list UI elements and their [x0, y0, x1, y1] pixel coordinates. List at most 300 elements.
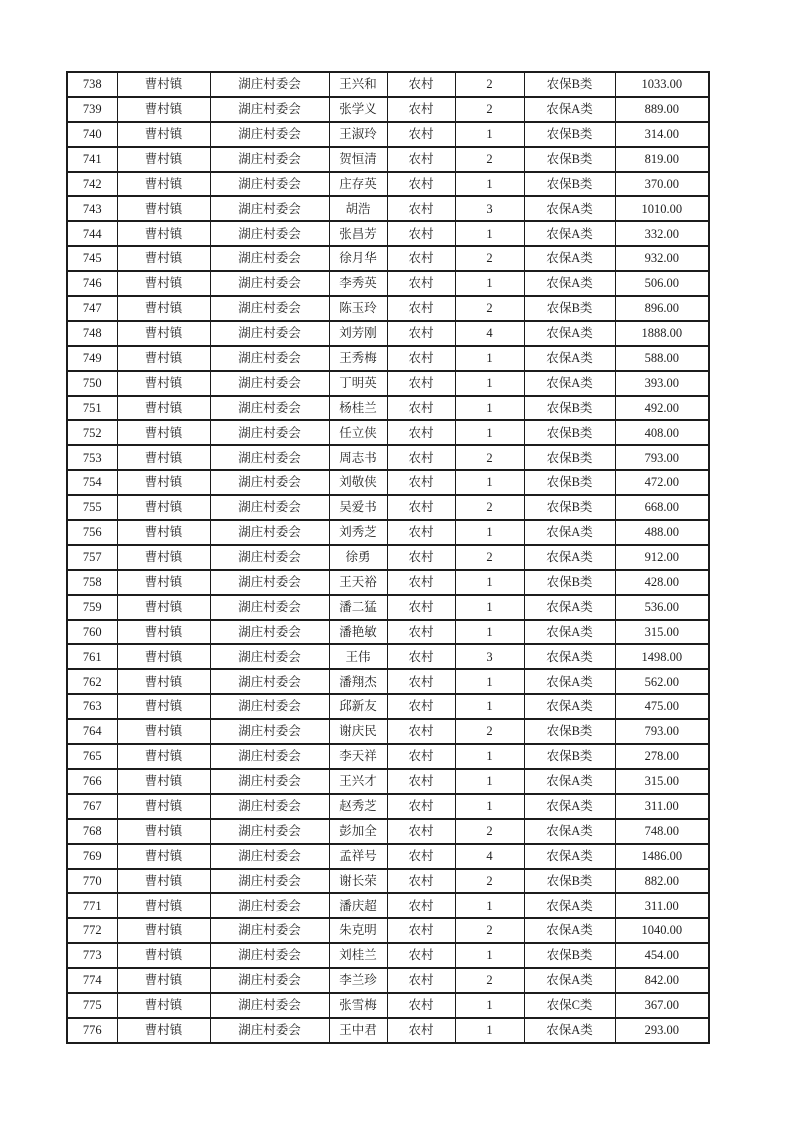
- table-row: [67, 570, 709, 595]
- cell-name: 谢长荣: [329, 869, 387, 894]
- cell-person_count: 1: [455, 694, 524, 719]
- table-row: [67, 495, 709, 520]
- table-row: [67, 794, 709, 819]
- table-row: [67, 420, 709, 445]
- cell-village: 湖庄村委会: [210, 844, 329, 869]
- cell-area_type: 农村: [387, 744, 455, 769]
- cell-village: 湖庄村委会: [210, 396, 329, 421]
- cell-area_type: 农村: [387, 869, 455, 894]
- cell-village: 湖庄村委会: [210, 72, 329, 97]
- cell-amount: 428.00: [615, 570, 709, 595]
- cell-amount: 315.00: [615, 620, 709, 645]
- cell-village: 湖庄村委会: [210, 520, 329, 545]
- cell-name: 潘二猛: [329, 595, 387, 620]
- cell-amount: 492.00: [615, 396, 709, 421]
- cell-village: 湖庄村委会: [210, 943, 329, 968]
- cell-area_type: 农村: [387, 844, 455, 869]
- cell-person_count: 1: [455, 570, 524, 595]
- cell-amount: 1888.00: [615, 321, 709, 346]
- cell-name: 陈玉玲: [329, 296, 387, 321]
- table-row: [67, 196, 709, 221]
- cell-area_type: 农村: [387, 97, 455, 122]
- cell-name: 彭加全: [329, 819, 387, 844]
- cell-seq: 773: [67, 943, 117, 968]
- cell-name: 王秀梅: [329, 346, 387, 371]
- cell-amount: 315.00: [615, 769, 709, 794]
- table-row: [67, 172, 709, 197]
- table-row: [67, 744, 709, 769]
- cell-insurance_category: 农保A类: [524, 1018, 615, 1043]
- cell-name: 李秀英: [329, 271, 387, 296]
- cell-area_type: 农村: [387, 420, 455, 445]
- cell-seq: 739: [67, 97, 117, 122]
- cell-name: 朱克明: [329, 918, 387, 943]
- cell-seq: 745: [67, 246, 117, 271]
- cell-area_type: 农村: [387, 993, 455, 1018]
- cell-amount: 668.00: [615, 495, 709, 520]
- cell-insurance_category: 农保B类: [524, 296, 615, 321]
- cell-town: 曹村镇: [117, 819, 210, 844]
- cell-town: 曹村镇: [117, 993, 210, 1018]
- cell-person_count: 4: [455, 844, 524, 869]
- cell-village: 湖庄村委会: [210, 595, 329, 620]
- cell-village: 湖庄村委会: [210, 769, 329, 794]
- cell-name: 杨桂兰: [329, 396, 387, 421]
- cell-seq: 763: [67, 694, 117, 719]
- cell-town: 曹村镇: [117, 545, 210, 570]
- cell-village: 湖庄村委会: [210, 968, 329, 993]
- cell-seq: 755: [67, 495, 117, 520]
- cell-insurance_category: 农保B类: [524, 495, 615, 520]
- cell-village: 湖庄村委会: [210, 196, 329, 221]
- cell-area_type: 农村: [387, 172, 455, 197]
- cell-name: 贺恒清: [329, 147, 387, 172]
- cell-person_count: 1: [455, 669, 524, 694]
- cell-name: 胡浩: [329, 196, 387, 221]
- cell-town: 曹村镇: [117, 918, 210, 943]
- cell-town: 曹村镇: [117, 794, 210, 819]
- cell-insurance_category: 农保A类: [524, 371, 615, 396]
- cell-seq: 746: [67, 271, 117, 296]
- cell-area_type: 农村: [387, 794, 455, 819]
- cell-area_type: 农村: [387, 396, 455, 421]
- cell-amount: 475.00: [615, 694, 709, 719]
- cell-amount: 506.00: [615, 271, 709, 296]
- cell-village: 湖庄村委会: [210, 819, 329, 844]
- cell-town: 曹村镇: [117, 246, 210, 271]
- cell-town: 曹村镇: [117, 893, 210, 918]
- cell-town: 曹村镇: [117, 346, 210, 371]
- cell-insurance_category: 农保A类: [524, 968, 615, 993]
- cell-village: 湖庄村委会: [210, 346, 329, 371]
- table-row: [67, 595, 709, 620]
- cell-insurance_category: 农保B类: [524, 396, 615, 421]
- cell-area_type: 农村: [387, 943, 455, 968]
- cell-amount: 793.00: [615, 719, 709, 744]
- cell-town: 曹村镇: [117, 420, 210, 445]
- cell-village: 湖庄村委会: [210, 620, 329, 645]
- cell-area_type: 农村: [387, 321, 455, 346]
- cell-seq: 767: [67, 794, 117, 819]
- cell-name: 任立侠: [329, 420, 387, 445]
- cell-seq: 744: [67, 221, 117, 246]
- cell-person_count: 1: [455, 520, 524, 545]
- cell-seq: 752: [67, 420, 117, 445]
- cell-insurance_category: 农保B类: [524, 744, 615, 769]
- cell-amount: 932.00: [615, 246, 709, 271]
- cell-seq: 761: [67, 644, 117, 669]
- table-row: [67, 819, 709, 844]
- table-row: [67, 943, 709, 968]
- cell-town: 曹村镇: [117, 669, 210, 694]
- cell-name: 张昌芳: [329, 221, 387, 246]
- cell-insurance_category: 农保B类: [524, 445, 615, 470]
- table-row: [67, 993, 709, 1018]
- cell-town: 曹村镇: [117, 1018, 210, 1043]
- cell-name: 赵秀芝: [329, 794, 387, 819]
- cell-person_count: 2: [455, 819, 524, 844]
- cell-insurance_category: 农保A类: [524, 844, 615, 869]
- cell-area_type: 农村: [387, 819, 455, 844]
- cell-seq: 757: [67, 545, 117, 570]
- cell-amount: 1040.00: [615, 918, 709, 943]
- cell-amount: 536.00: [615, 595, 709, 620]
- cell-insurance_category: 农保A类: [524, 694, 615, 719]
- cell-village: 湖庄村委会: [210, 794, 329, 819]
- cell-seq: 741: [67, 147, 117, 172]
- cell-village: 湖庄村委会: [210, 495, 329, 520]
- table-row: [67, 869, 709, 894]
- cell-seq: 771: [67, 893, 117, 918]
- cell-amount: 1498.00: [615, 644, 709, 669]
- cell-village: 湖庄村委会: [210, 97, 329, 122]
- cell-seq: 762: [67, 669, 117, 694]
- cell-person_count: 2: [455, 918, 524, 943]
- cell-village: 湖庄村委会: [210, 694, 329, 719]
- cell-insurance_category: 农保B类: [524, 420, 615, 445]
- cell-village: 湖庄村委会: [210, 246, 329, 271]
- cell-person_count: 2: [455, 147, 524, 172]
- cell-insurance_category: 农保A类: [524, 271, 615, 296]
- cell-name: 张学义: [329, 97, 387, 122]
- table-row: [67, 296, 709, 321]
- cell-person_count: 2: [455, 719, 524, 744]
- cell-area_type: 农村: [387, 570, 455, 595]
- cell-town: 曹村镇: [117, 321, 210, 346]
- table-row: [67, 122, 709, 147]
- cell-name: 王天裕: [329, 570, 387, 595]
- cell-town: 曹村镇: [117, 719, 210, 744]
- cell-insurance_category: 农保A类: [524, 918, 615, 943]
- cell-town: 曹村镇: [117, 196, 210, 221]
- cell-seq: 749: [67, 346, 117, 371]
- cell-name: 吴爱书: [329, 495, 387, 520]
- cell-seq: 769: [67, 844, 117, 869]
- cell-village: 湖庄村委会: [210, 221, 329, 246]
- cell-area_type: 农村: [387, 893, 455, 918]
- cell-person_count: 1: [455, 420, 524, 445]
- cell-town: 曹村镇: [117, 520, 210, 545]
- cell-town: 曹村镇: [117, 620, 210, 645]
- cell-seq: 743: [67, 196, 117, 221]
- table-row: [67, 644, 709, 669]
- cell-seq: 776: [67, 1018, 117, 1043]
- table-row: [67, 147, 709, 172]
- cell-town: 曹村镇: [117, 694, 210, 719]
- cell-person_count: 2: [455, 97, 524, 122]
- cell-village: 湖庄村委会: [210, 1018, 329, 1043]
- cell-area_type: 农村: [387, 122, 455, 147]
- cell-person_count: 1: [455, 993, 524, 1018]
- table-row: [67, 694, 709, 719]
- cell-seq: 759: [67, 595, 117, 620]
- cell-amount: 793.00: [615, 445, 709, 470]
- cell-name: 刘芳刚: [329, 321, 387, 346]
- cell-amount: 293.00: [615, 1018, 709, 1043]
- cell-amount: 278.00: [615, 744, 709, 769]
- cell-insurance_category: 农保A类: [524, 669, 615, 694]
- cell-person_count: 1: [455, 595, 524, 620]
- cell-area_type: 农村: [387, 520, 455, 545]
- cell-name: 徐月华: [329, 246, 387, 271]
- cell-town: 曹村镇: [117, 570, 210, 595]
- table-row: [67, 246, 709, 271]
- cell-amount: 1033.00: [615, 72, 709, 97]
- cell-amount: 314.00: [615, 122, 709, 147]
- cell-area_type: 农村: [387, 495, 455, 520]
- cell-town: 曹村镇: [117, 147, 210, 172]
- cell-person_count: 1: [455, 943, 524, 968]
- cell-person_count: 2: [455, 246, 524, 271]
- cell-town: 曹村镇: [117, 122, 210, 147]
- cell-town: 曹村镇: [117, 869, 210, 894]
- cell-person_count: 1: [455, 221, 524, 246]
- cell-area_type: 农村: [387, 644, 455, 669]
- cell-seq: 772: [67, 918, 117, 943]
- cell-village: 湖庄村委会: [210, 644, 329, 669]
- cell-seq: 758: [67, 570, 117, 595]
- cell-town: 曹村镇: [117, 495, 210, 520]
- table-row: [67, 520, 709, 545]
- cell-seq: 756: [67, 520, 117, 545]
- table-row: [67, 470, 709, 495]
- cell-person_count: 2: [455, 296, 524, 321]
- cell-person_count: 1: [455, 794, 524, 819]
- cell-town: 曹村镇: [117, 271, 210, 296]
- table-row: [67, 97, 709, 122]
- cell-name: 丁明英: [329, 371, 387, 396]
- cell-person_count: 1: [455, 371, 524, 396]
- cell-amount: 393.00: [615, 371, 709, 396]
- cell-town: 曹村镇: [117, 595, 210, 620]
- cell-amount: 748.00: [615, 819, 709, 844]
- cell-amount: 408.00: [615, 420, 709, 445]
- cell-name: 刘桂兰: [329, 943, 387, 968]
- cell-amount: 842.00: [615, 968, 709, 993]
- cell-insurance_category: 农保A类: [524, 819, 615, 844]
- cell-area_type: 农村: [387, 620, 455, 645]
- cell-insurance_category: 农保A类: [524, 346, 615, 371]
- cell-seq: 774: [67, 968, 117, 993]
- cell-seq: 770: [67, 869, 117, 894]
- table-row: [67, 620, 709, 645]
- cell-amount: 912.00: [615, 545, 709, 570]
- cell-name: 周志书: [329, 445, 387, 470]
- cell-village: 湖庄村委会: [210, 445, 329, 470]
- table-row: [67, 72, 709, 97]
- cell-seq: 764: [67, 719, 117, 744]
- cell-name: 潘艳敏: [329, 620, 387, 645]
- cell-insurance_category: 农保A类: [524, 545, 615, 570]
- cell-person_count: 1: [455, 172, 524, 197]
- cell-name: 刘秀芝: [329, 520, 387, 545]
- cell-insurance_category: 农保A类: [524, 595, 615, 620]
- cell-name: 王伟: [329, 644, 387, 669]
- cell-village: 湖庄村委会: [210, 470, 329, 495]
- cell-insurance_category: 农保A类: [524, 246, 615, 271]
- table-row: [67, 844, 709, 869]
- cell-town: 曹村镇: [117, 844, 210, 869]
- cell-insurance_category: 农保C类: [524, 993, 615, 1018]
- table-body: [67, 72, 709, 1043]
- cell-insurance_category: 农保B类: [524, 943, 615, 968]
- cell-name: 王兴和: [329, 72, 387, 97]
- cell-insurance_category: 农保A类: [524, 893, 615, 918]
- cell-area_type: 农村: [387, 296, 455, 321]
- cell-name: 李兰珍: [329, 968, 387, 993]
- cell-seq: 766: [67, 769, 117, 794]
- cell-amount: 370.00: [615, 172, 709, 197]
- cell-area_type: 农村: [387, 196, 455, 221]
- table-row: [67, 893, 709, 918]
- cell-name: 庄存英: [329, 172, 387, 197]
- cell-name: 谢庆民: [329, 719, 387, 744]
- cell-insurance_category: 农保A类: [524, 196, 615, 221]
- cell-town: 曹村镇: [117, 396, 210, 421]
- cell-village: 湖庄村委会: [210, 321, 329, 346]
- cell-person_count: 2: [455, 72, 524, 97]
- cell-village: 湖庄村委会: [210, 545, 329, 570]
- cell-person_count: 1: [455, 1018, 524, 1043]
- cell-name: 张雪梅: [329, 993, 387, 1018]
- cell-insurance_category: 农保B类: [524, 470, 615, 495]
- cell-name: 李天祥: [329, 744, 387, 769]
- cell-insurance_category: 农保B类: [524, 147, 615, 172]
- cell-town: 曹村镇: [117, 296, 210, 321]
- cell-seq: 760: [67, 620, 117, 645]
- cell-name: 潘翔杰: [329, 669, 387, 694]
- cell-name: 邱新友: [329, 694, 387, 719]
- cell-area_type: 农村: [387, 221, 455, 246]
- cell-person_count: 1: [455, 271, 524, 296]
- cell-village: 湖庄村委会: [210, 271, 329, 296]
- cell-name: 王淑玲: [329, 122, 387, 147]
- cell-village: 湖庄村委会: [210, 122, 329, 147]
- table-row: [67, 669, 709, 694]
- cell-town: 曹村镇: [117, 221, 210, 246]
- cell-seq: 748: [67, 321, 117, 346]
- cell-seq: 742: [67, 172, 117, 197]
- cell-seq: 740: [67, 122, 117, 147]
- table-row: [67, 968, 709, 993]
- cell-insurance_category: 农保B类: [524, 172, 615, 197]
- cell-insurance_category: 农保B类: [524, 570, 615, 595]
- cell-name: 王中君: [329, 1018, 387, 1043]
- cell-area_type: 农村: [387, 545, 455, 570]
- cell-insurance_category: 农保A类: [524, 520, 615, 545]
- cell-amount: 454.00: [615, 943, 709, 968]
- table-row: [67, 769, 709, 794]
- cell-amount: 332.00: [615, 221, 709, 246]
- cell-village: 湖庄村委会: [210, 147, 329, 172]
- cell-village: 湖庄村委会: [210, 744, 329, 769]
- cell-seq: 747: [67, 296, 117, 321]
- cell-village: 湖庄村委会: [210, 893, 329, 918]
- cell-area_type: 农村: [387, 719, 455, 744]
- cell-village: 湖庄村委会: [210, 869, 329, 894]
- cell-village: 湖庄村委会: [210, 570, 329, 595]
- table-row: [67, 221, 709, 246]
- cell-seq: 775: [67, 993, 117, 1018]
- cell-person_count: 1: [455, 122, 524, 147]
- table-row: [67, 918, 709, 943]
- cell-person_count: 1: [455, 396, 524, 421]
- cell-person_count: 1: [455, 769, 524, 794]
- cell-name: 徐勇: [329, 545, 387, 570]
- cell-area_type: 农村: [387, 669, 455, 694]
- cell-town: 曹村镇: [117, 72, 210, 97]
- cell-person_count: 4: [455, 321, 524, 346]
- cell-amount: 488.00: [615, 520, 709, 545]
- cell-insurance_category: 农保A类: [524, 321, 615, 346]
- cell-amount: 588.00: [615, 346, 709, 371]
- cell-town: 曹村镇: [117, 172, 210, 197]
- cell-town: 曹村镇: [117, 445, 210, 470]
- cell-seq: 754: [67, 470, 117, 495]
- table-row: [67, 545, 709, 570]
- cell-village: 湖庄村委会: [210, 420, 329, 445]
- cell-name: 王兴才: [329, 769, 387, 794]
- rural-insurance-roster-table: [66, 71, 710, 1044]
- cell-amount: 367.00: [615, 993, 709, 1018]
- cell-insurance_category: 农保B类: [524, 869, 615, 894]
- table-row: [67, 1018, 709, 1043]
- cell-person_count: 3: [455, 196, 524, 221]
- cell-person_count: 2: [455, 968, 524, 993]
- cell-person_count: 1: [455, 893, 524, 918]
- cell-area_type: 农村: [387, 470, 455, 495]
- cell-seq: 738: [67, 72, 117, 97]
- cell-person_count: 2: [455, 869, 524, 894]
- cell-area_type: 农村: [387, 694, 455, 719]
- cell-insurance_category: 农保A类: [524, 97, 615, 122]
- cell-village: 湖庄村委会: [210, 993, 329, 1018]
- cell-area_type: 农村: [387, 918, 455, 943]
- cell-town: 曹村镇: [117, 371, 210, 396]
- cell-area_type: 农村: [387, 271, 455, 296]
- table-row: [67, 271, 709, 296]
- cell-village: 湖庄村委会: [210, 172, 329, 197]
- cell-insurance_category: 农保B类: [524, 719, 615, 744]
- cell-insurance_category: 农保B类: [524, 122, 615, 147]
- cell-person_count: 3: [455, 644, 524, 669]
- cell-town: 曹村镇: [117, 97, 210, 122]
- table-row: [67, 371, 709, 396]
- table-row: [67, 346, 709, 371]
- cell-insurance_category: 农保A类: [524, 620, 615, 645]
- cell-amount: 562.00: [615, 669, 709, 694]
- cell-amount: 889.00: [615, 97, 709, 122]
